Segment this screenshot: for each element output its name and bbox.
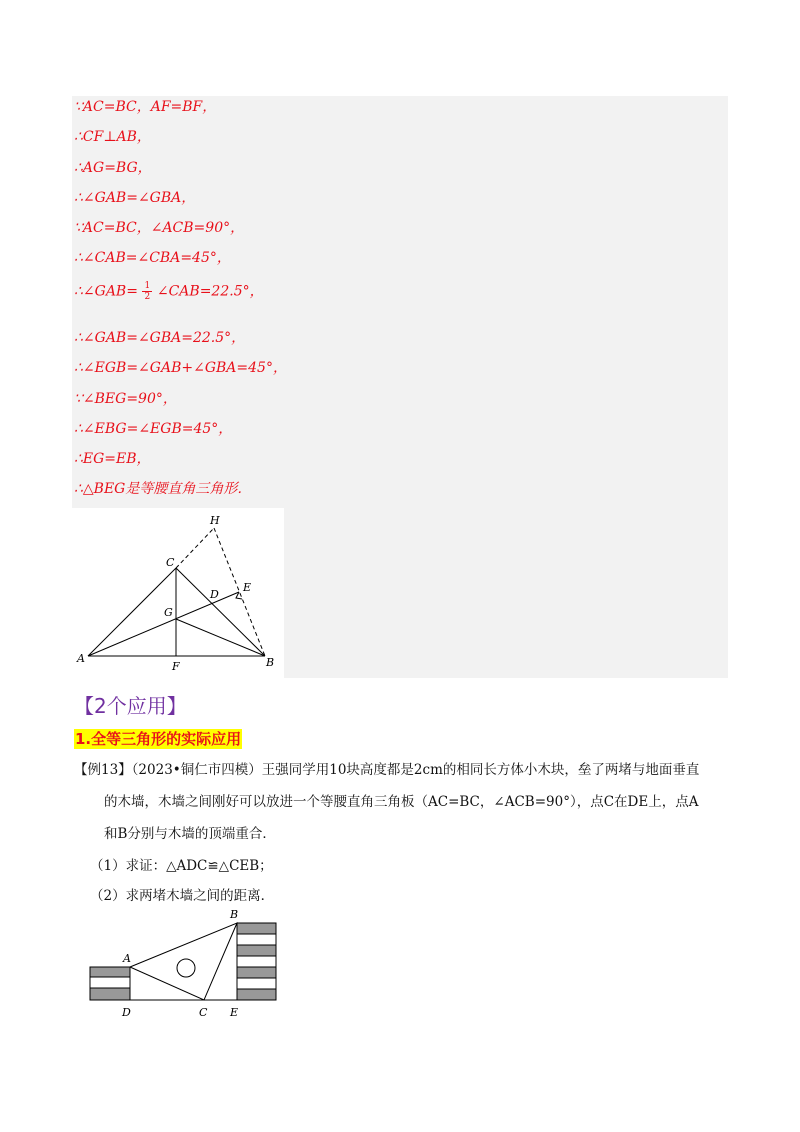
- right-wall-block-1: [237, 923, 276, 934]
- geometry-figure-1-svg: [72, 508, 284, 678]
- left-wall-block-1: [90, 967, 130, 977]
- label-E: E: [230, 1006, 239, 1019]
- solution-line-12: ∴△BEG是等腰直角三角形．: [74, 481, 252, 497]
- label-B: B: [230, 908, 239, 921]
- solution-line-8: ∴∠EGB=∠GAB+∠GBA=45°，: [74, 360, 287, 376]
- segment-AC: [88, 568, 176, 656]
- label-H: H: [210, 514, 220, 527]
- example-part-1: （1）求证：△ADC≌△CEB；: [90, 858, 273, 874]
- solution-line-11: ∴EG=EB，: [74, 451, 151, 467]
- dashed-HB: [214, 528, 265, 656]
- label-D: D: [122, 1006, 131, 1019]
- section-title: 【2个应用】: [74, 694, 187, 718]
- subsection-title: 1.全等三角形的实际应用: [75, 730, 242, 748]
- right-wall-block-7: [237, 989, 276, 1000]
- solution-line-half: [74, 281, 264, 315]
- label-C: C: [166, 556, 175, 569]
- example-line-3: 和B分别与木墙的顶端重合．: [104, 826, 276, 842]
- label-C: C: [199, 1006, 208, 1019]
- fraction-numerator: 1: [144, 281, 151, 291]
- right-wall-block-2: [237, 934, 276, 945]
- label-F: F: [172, 660, 180, 673]
- geometry-figure-2-svg: [86, 906, 286, 1024]
- triangle-hole: [177, 959, 195, 977]
- triangle-ABC: [130, 923, 237, 1000]
- right-wall-block-5: [237, 967, 276, 978]
- solution-line-9: ∵∠BEG=90°，: [74, 391, 177, 407]
- right-wall-block-4: [237, 956, 276, 967]
- solution-line-2: ∴CF⊥AB，: [74, 129, 151, 145]
- segment-AE: [88, 592, 239, 656]
- label-B: B: [266, 656, 275, 669]
- label-A: A: [123, 952, 131, 965]
- geometry-figure-2: [86, 906, 286, 1024]
- label-G: G: [164, 606, 173, 619]
- solution-line-7: ∴∠GAB=∠GBA=22.5°，: [74, 330, 246, 346]
- solution-line-3: ∴AG=BG，: [74, 160, 152, 176]
- solution-line-1: ∵AC=BC，AF=BF，: [74, 99, 217, 115]
- half-suffix: ∠CAB=22.5°，: [156, 283, 264, 300]
- right-wall-block-3: [237, 945, 276, 956]
- example-line-2: 的木墙，木墙之间刚好可以放进一个等腰直角三角板（AC=BC，∠ACB=90°），点C在DE上，点A: [104, 794, 699, 810]
- segment-GB: [176, 619, 265, 656]
- solution-line-4: ∴∠GAB=∠GBA，: [74, 190, 196, 206]
- geometry-figure-1: [72, 508, 284, 678]
- example-line-1: 【例13】（2023•铜仁市四模）王强同学用10块高度都是2cm的相同长方体小木块，垒了两堵与地面垂直: [74, 762, 700, 778]
- half-prefix: ∴∠GAB=: [74, 283, 138, 300]
- left-wall-block-3: [90, 988, 130, 1000]
- right-wall-block-6: [237, 978, 276, 989]
- label-E: E: [243, 581, 252, 594]
- dashed-CH: [176, 528, 214, 568]
- fraction-one-half: [142, 281, 152, 302]
- example-part-2: （2）求两堵木墙之间的距离．: [90, 888, 275, 904]
- label-D: D: [210, 588, 219, 601]
- left-wall-block-2: [90, 977, 130, 988]
- solution-line-10: ∴∠EBG=∠EGB=45°，: [74, 421, 233, 437]
- label-A: A: [77, 652, 85, 665]
- fraction-denominator: 2: [142, 291, 152, 302]
- segment-CB: [176, 568, 265, 656]
- solution-line-6: ∴∠CAB=∠CBA=45°，: [74, 250, 231, 266]
- solution-line-5: ∵AC=BC，∠ACB=90°，: [74, 220, 245, 236]
